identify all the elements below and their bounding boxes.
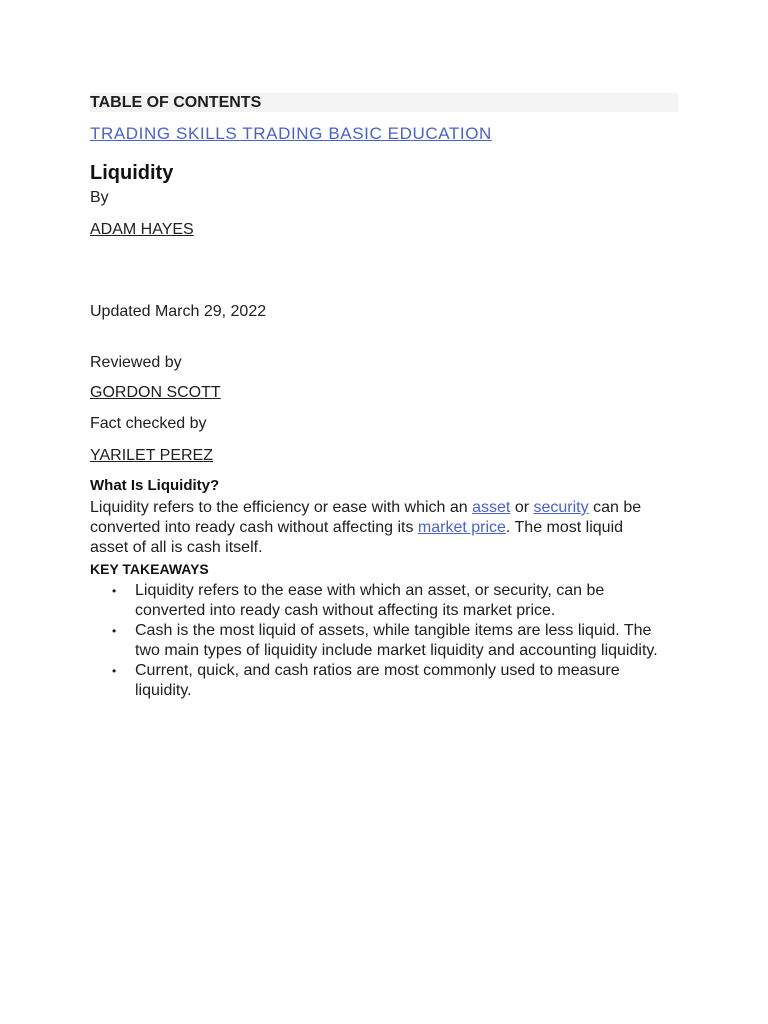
table-of-contents-heading[interactable]: TABLE OF CONTENTS (90, 93, 678, 112)
list-item-text: Liquidity refers to the ease with which an asset, or security, can be converted into ready cash without affecting its market price. (135, 582, 605, 619)
reviewer-link[interactable]: GORDON SCOTT (90, 384, 221, 401)
updated-date: Updated March 29, 2022 (90, 303, 267, 320)
paragraph-text-1: Liquidity refers to the efficiency or ease with which an (90, 499, 473, 516)
asset-link[interactable]: asset (472, 499, 511, 516)
author-link[interactable]: ADAM HAYES (90, 221, 194, 238)
key-takeaways-heading: KEY TAKEAWAYS (90, 561, 209, 577)
list-item (112, 661, 675, 701)
page-title: Liquidity (90, 162, 174, 184)
list-item-text: Current, quick, and cash ratios are most commonly used to measure liquidity. (135, 662, 620, 699)
bullet-icon: • (112, 664, 117, 678)
breadcrumb-trading-basic-education[interactable]: TRADING BASIC EDUCATION (242, 124, 492, 143)
security-link[interactable]: security (533, 499, 589, 516)
key-takeaways-list (90, 581, 675, 701)
definition-paragraph (90, 498, 665, 558)
paragraph-text-2: or (510, 499, 534, 516)
breadcrumb-trading-skills[interactable]: TRADING SKILLS (90, 124, 243, 143)
bullet-icon: • (112, 584, 117, 598)
list-item (112, 621, 675, 661)
market-price-link[interactable]: market price (417, 519, 506, 536)
by-label: By (90, 189, 109, 206)
document-page (90, 93, 678, 701)
list-item (112, 581, 675, 621)
paragraph-text-3: can be converted into ready cash without affecting its (90, 499, 642, 536)
list-item-text: Cash is the most liquid of assets, while tangible items are less liquid. The two main types of liquidity include market liquidity and accounting liquidity. (135, 622, 658, 659)
reviewed-by-label: Reviewed by (90, 354, 182, 371)
section-heading: What Is Liquidity? (90, 477, 220, 494)
paragraph-text-4: . The most liquid asset of all is cash itself. (90, 519, 624, 556)
breadcrumb (90, 124, 678, 144)
fact-checker-link[interactable]: YARILET PEREZ (90, 447, 213, 464)
bullet-icon: • (112, 624, 117, 638)
fact-checked-by-label: Fact checked by (90, 415, 207, 432)
